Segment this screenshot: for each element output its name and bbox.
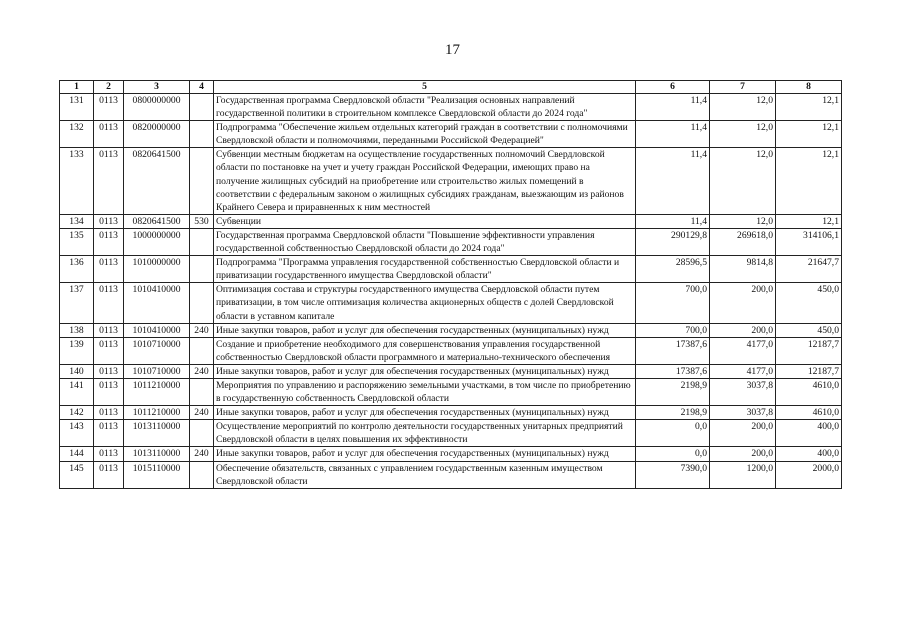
- target-article-code: 1010410000: [124, 323, 190, 337]
- amount-col-8: 450,0: [776, 323, 842, 337]
- amount-col-6: 0,0: [636, 420, 710, 447]
- row-number: 139: [60, 337, 94, 364]
- table-row: [60, 121, 842, 148]
- amount-col-7: 12,0: [710, 148, 776, 214]
- section-code: 0113: [94, 461, 124, 488]
- table-row: [60, 364, 842, 378]
- amount-col-7: 12,0: [710, 121, 776, 148]
- item-name: Подпрограмма "Обеспечение жильем отдельных категорий граждан в соответствии с полномочиями Свердловской области и полномочиями, переданными Российской Федерацией": [214, 121, 636, 148]
- table-row: [60, 406, 842, 420]
- expense-type-code: 240: [190, 447, 214, 461]
- row-number: 134: [60, 214, 94, 228]
- item-name: Создание и приобретение необходимого для совершенствования управления государственной собственностью Свердловской области программного и материально-технического обеспечения: [214, 337, 636, 364]
- amount-col-8: 314106,1: [776, 228, 842, 255]
- target-article-code: 1010710000: [124, 337, 190, 364]
- row-number: 135: [60, 228, 94, 255]
- target-article-code: 1013110000: [124, 447, 190, 461]
- item-name: Мероприятия по управлению и распоряжению земельными участками, в том числе по приобретению в государственную собственность Свердловской области: [214, 378, 636, 405]
- item-name: Государственная программа Свердловской области "Реализация основных направлений государственной политики в строительном комплексе Свердловской области до 2024 года": [214, 94, 636, 121]
- amount-col-7: 12,0: [710, 214, 776, 228]
- amount-col-6: 7390,0: [636, 461, 710, 488]
- row-number: 137: [60, 283, 94, 323]
- amount-col-8: 400,0: [776, 420, 842, 447]
- header-cell: 7: [710, 81, 776, 94]
- amount-col-7: 12,0: [710, 94, 776, 121]
- target-article-code: 1013110000: [124, 420, 190, 447]
- item-name: Оптимизация состава и структуры государственного имущества Свердловской области путем приватизации, в том числе оптимизация количества акционерных обществ с долей Свердловской области в уставном капитале: [214, 283, 636, 323]
- amount-col-6: 2198,9: [636, 406, 710, 420]
- amount-col-7: 3037,8: [710, 378, 776, 405]
- header-cell: 1: [60, 81, 94, 94]
- row-number: 136: [60, 256, 94, 283]
- target-article-code: 1011210000: [124, 406, 190, 420]
- item-name: Субвенции местным бюджетам на осуществление государственных полномочий Свердловской области по постановке на учет и учету граждан Российской Федерации, имеющих право на получение жилищных субсидий на приобретение или строительство жилых помещений в соответствии с федеральным законом о жилищных субсидиях гражданам, выезжающим из районов Крайнего Севера и приравненных к ним местностей: [214, 148, 636, 214]
- target-article-code: 0820641500: [124, 148, 190, 214]
- target-article-code: 1000000000: [124, 228, 190, 255]
- expense-type-code: [190, 461, 214, 488]
- item-name: Иные закупки товаров, работ и услуг для обеспечения государственных (муниципальных) нужд: [214, 406, 636, 420]
- header-row: [60, 81, 842, 94]
- amount-col-6: 11,4: [636, 94, 710, 121]
- amount-col-8: 450,0: [776, 283, 842, 323]
- table-row: [60, 461, 842, 488]
- section-code: 0113: [94, 256, 124, 283]
- target-article-code: 1010410000: [124, 283, 190, 323]
- amount-col-6: 11,4: [636, 214, 710, 228]
- row-number: 131: [60, 94, 94, 121]
- expense-type-code: [190, 256, 214, 283]
- table-row: [60, 337, 842, 364]
- section-code: 0113: [94, 447, 124, 461]
- target-article-code: 1010000000: [124, 256, 190, 283]
- expense-type-code: 240: [190, 323, 214, 337]
- table-row: [60, 228, 842, 255]
- amount-col-6: 290129,8: [636, 228, 710, 255]
- amount-col-7: 9814,8: [710, 256, 776, 283]
- amount-col-8: 12187,7: [776, 364, 842, 378]
- row-number: 133: [60, 148, 94, 214]
- item-name: Подпрограмма "Программа управления государственной собственностью Свердловской области и приватизации государственного имущества Свердловской области": [214, 256, 636, 283]
- amount-col-7: 269618,0: [710, 228, 776, 255]
- table-row: [60, 447, 842, 461]
- row-number: 143: [60, 420, 94, 447]
- amount-col-6: 700,0: [636, 323, 710, 337]
- amount-col-6: 28596,5: [636, 256, 710, 283]
- amount-col-7: 200,0: [710, 283, 776, 323]
- amount-col-6: 700,0: [636, 283, 710, 323]
- target-article-code: 1011210000: [124, 378, 190, 405]
- table-body: [60, 94, 842, 489]
- section-code: 0113: [94, 148, 124, 214]
- section-code: 0113: [94, 214, 124, 228]
- section-code: 0113: [94, 337, 124, 364]
- section-code: 0113: [94, 420, 124, 447]
- page-number: 17: [445, 42, 460, 58]
- amount-col-8: 12,1: [776, 94, 842, 121]
- amount-col-6: 0,0: [636, 447, 710, 461]
- amount-col-6: 11,4: [636, 148, 710, 214]
- section-code: 0113: [94, 378, 124, 405]
- amount-col-6: 2198,9: [636, 378, 710, 405]
- expense-type-code: [190, 337, 214, 364]
- amount-col-8: 12187,7: [776, 337, 842, 364]
- row-number: 132: [60, 121, 94, 148]
- budget-table: [59, 80, 842, 489]
- target-article-code: 1015110000: [124, 461, 190, 488]
- amount-col-6: 17387,6: [636, 337, 710, 364]
- amount-col-7: 4177,0: [710, 364, 776, 378]
- expense-type-code: [190, 378, 214, 405]
- row-number: 141: [60, 378, 94, 405]
- amount-col-7: 200,0: [710, 420, 776, 447]
- table-row: [60, 378, 842, 405]
- amount-col-7: 3037,8: [710, 406, 776, 420]
- item-name: Обеспечение обязательств, связанных с управлением государственным казенным имуществом Свердловской области: [214, 461, 636, 488]
- header-cell: 5: [214, 81, 636, 94]
- expense-type-code: [190, 121, 214, 148]
- amount-col-6: 17387,6: [636, 364, 710, 378]
- item-name: Осуществление мероприятий по контролю деятельности государственных унитарных предприятий Свердловской области в целях повышения их эффективности: [214, 420, 636, 447]
- section-code: 0113: [94, 121, 124, 148]
- target-article-code: 1010710000: [124, 364, 190, 378]
- row-number: 145: [60, 461, 94, 488]
- table-row: [60, 94, 842, 121]
- header-cell: 4: [190, 81, 214, 94]
- row-number: 144: [60, 447, 94, 461]
- header-cell: 3: [124, 81, 190, 94]
- expense-type-code: 530: [190, 214, 214, 228]
- section-code: 0113: [94, 94, 124, 121]
- expense-type-code: 240: [190, 406, 214, 420]
- item-name: Субвенции: [214, 214, 636, 228]
- expense-type-code: [190, 228, 214, 255]
- section-code: 0113: [94, 364, 124, 378]
- amount-col-8: 21647,7: [776, 256, 842, 283]
- amount-col-7: 1200,0: [710, 461, 776, 488]
- row-number: 142: [60, 406, 94, 420]
- expense-type-code: [190, 94, 214, 121]
- amount-col-8: 12,1: [776, 148, 842, 214]
- amount-col-6: 11,4: [636, 121, 710, 148]
- table-row: [60, 323, 842, 337]
- target-article-code: 0820000000: [124, 121, 190, 148]
- row-number: 138: [60, 323, 94, 337]
- table-row: [60, 420, 842, 447]
- target-article-code: 0800000000: [124, 94, 190, 121]
- section-code: 0113: [94, 228, 124, 255]
- expense-type-code: [190, 148, 214, 214]
- header-cell: 2: [94, 81, 124, 94]
- amount-col-7: 200,0: [710, 447, 776, 461]
- header-cell: 8: [776, 81, 842, 94]
- section-code: 0113: [94, 406, 124, 420]
- amount-col-8: 12,1: [776, 214, 842, 228]
- amount-col-7: 4177,0: [710, 337, 776, 364]
- header-cell: 6: [636, 81, 710, 94]
- section-code: 0113: [94, 283, 124, 323]
- table-row: [60, 256, 842, 283]
- amount-col-8: 4610,0: [776, 406, 842, 420]
- amount-col-8: 12,1: [776, 121, 842, 148]
- amount-col-7: 200,0: [710, 323, 776, 337]
- table-row: [60, 283, 842, 323]
- section-code: 0113: [94, 323, 124, 337]
- item-name: Государственная программа Свердловской области "Повышение эффективности управления государственной собственностью Свердловской области до 2024 года": [214, 228, 636, 255]
- table-row: [60, 214, 842, 228]
- row-number: 140: [60, 364, 94, 378]
- item-name: Иные закупки товаров, работ и услуг для обеспечения государственных (муниципальных) нужд: [214, 364, 636, 378]
- amount-col-8: 2000,0: [776, 461, 842, 488]
- item-name: Иные закупки товаров, работ и услуг для обеспечения государственных (муниципальных) нужд: [214, 447, 636, 461]
- expense-type-code: [190, 283, 214, 323]
- table-row: [60, 148, 842, 214]
- expense-type-code: 240: [190, 364, 214, 378]
- expense-type-code: [190, 420, 214, 447]
- amount-col-8: 400,0: [776, 447, 842, 461]
- target-article-code: 0820641500: [124, 214, 190, 228]
- item-name: Иные закупки товаров, работ и услуг для обеспечения государственных (муниципальных) нужд: [214, 323, 636, 337]
- amount-col-8: 4610,0: [776, 378, 842, 405]
